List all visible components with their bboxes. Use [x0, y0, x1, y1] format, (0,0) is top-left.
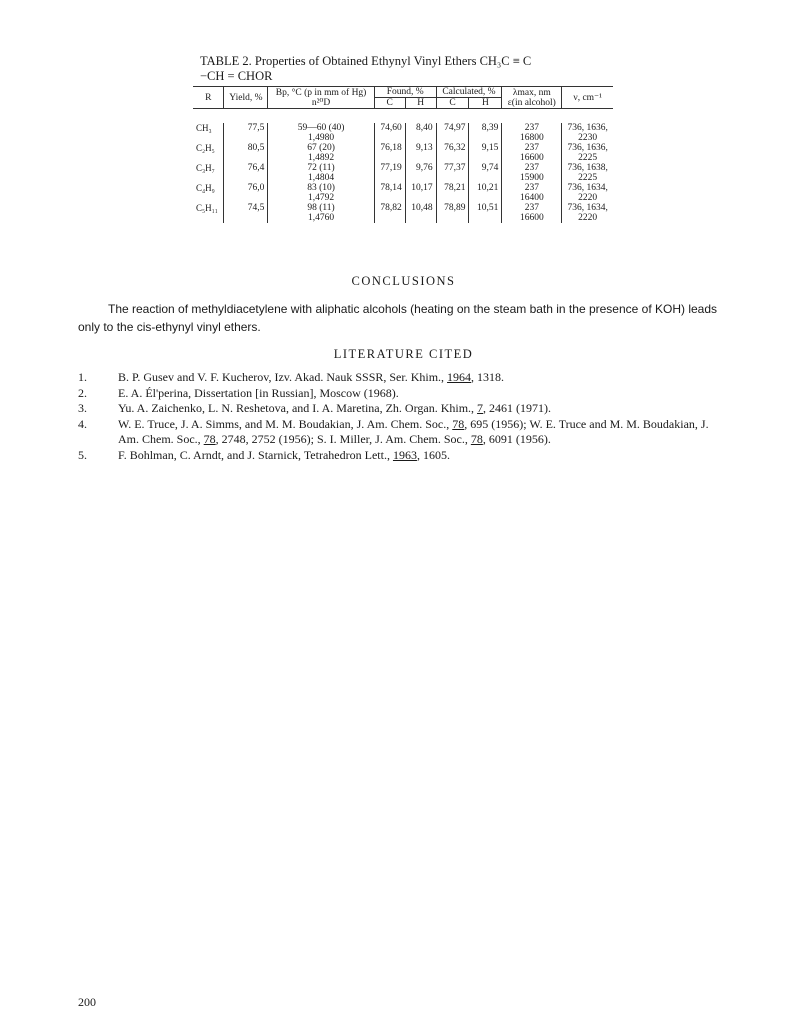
- table-row: [193, 163, 613, 183]
- cell-found-h: 9,13: [405, 143, 436, 163]
- cell-found-c: 78,14: [374, 183, 405, 203]
- cell-nu-line2: 2225: [578, 173, 598, 183]
- cell-r: C₂H₅: [196, 143, 215, 153]
- header-nd-label: n²⁰D: [311, 97, 331, 108]
- cell-nd-value: 1,4892: [307, 153, 335, 163]
- cell-calc-h: 10,51: [469, 203, 502, 223]
- cell-yield: 76,0: [224, 183, 268, 203]
- cell-calc-h: 10,21: [469, 183, 502, 203]
- cell-calc-h: 8,39: [469, 123, 502, 143]
- cell-calc-c: 78,89: [436, 203, 469, 223]
- header-calc-h: H: [469, 98, 502, 109]
- cell-calc-c: 77,37: [436, 163, 469, 183]
- cell-lambda: [502, 183, 562, 203]
- cell-found-h: 10,17: [405, 183, 436, 203]
- reference-number: 2.: [78, 385, 87, 400]
- cell-bp-value: 98 (11): [307, 203, 335, 213]
- reference-number: 5.: [78, 447, 87, 462]
- cell-nu-line1: 736, 1636,: [567, 143, 608, 153]
- reference-item: 3. Yu. A. Zaichenko, L. N. Reshetova, and I. A. Maretina, Zh. Organ. Khim., 7, 2461 (1971).: [78, 401, 552, 415]
- cell-nu: [562, 183, 613, 203]
- cell-bp: [268, 183, 374, 203]
- cell-epsilon-value: 16600: [519, 213, 544, 223]
- cell-yield: 76,4: [224, 163, 268, 183]
- cell-found-c: 76,18: [374, 143, 405, 163]
- cell-epsilon-value: 16400: [519, 193, 544, 203]
- cell-nu: [562, 203, 613, 223]
- cell-nd-value: 1,4804: [307, 173, 335, 183]
- header-found: Found, %: [374, 87, 436, 98]
- cell-bp: [268, 203, 374, 223]
- table-row: [193, 143, 613, 163]
- header-calc-c: C: [436, 98, 469, 109]
- cell-nu-line2: 2220: [578, 193, 598, 203]
- reference-item: 1. B. P. Gusev and V. F. Kucherov, Izv. Akad. Nauk SSSR, Ser. Khim., 1964, 1318.: [78, 370, 505, 384]
- reference-list: [78, 370, 718, 463]
- cell-yield: 80,5: [224, 143, 268, 163]
- cell-nu: [562, 123, 613, 143]
- cell-found-c: 77,19: [374, 163, 405, 183]
- cell-nu: [562, 163, 613, 183]
- reference-number: 4.: [78, 416, 87, 431]
- properties-table: [193, 86, 613, 266]
- cell-epsilon-value: 16800: [519, 133, 544, 143]
- header-lambda: [502, 87, 562, 109]
- cell-nu-line1: 736, 1634,: [567, 203, 608, 213]
- header-bp: [268, 87, 374, 109]
- cell-lambda-value: 237: [524, 163, 539, 173]
- table-caption-line2: −CH = CHOR: [200, 69, 273, 83]
- cell-bp-value: 83 (10): [307, 183, 335, 193]
- cell-found-c: 78,82: [374, 203, 405, 223]
- header-found-c: C: [374, 98, 405, 109]
- cell-found-h: 9,76: [405, 163, 436, 183]
- cell-bp-value: 67 (20): [307, 143, 335, 153]
- table-row: [193, 183, 613, 203]
- cell-nu-line2: 2230: [578, 133, 598, 143]
- cell-lambda: [502, 203, 562, 223]
- conclusions-paragraph: [78, 300, 728, 336]
- table-caption: [200, 54, 620, 84]
- conclusions-heading: CONCLUSIONS: [351, 274, 456, 288]
- cell-bp: [268, 143, 374, 163]
- header-r: R: [193, 87, 224, 109]
- cell-nu-line2: 2220: [578, 213, 598, 223]
- reference-item: 2. E. A. Él'perina, Dissertation [in Russian], Moscow (1968).: [78, 385, 399, 400]
- table-row: [193, 203, 613, 223]
- cell-r: C₅H₁₁: [196, 203, 218, 213]
- cell-yield: 77,5: [224, 123, 268, 143]
- header-nu: ν, cm⁻¹: [562, 87, 613, 109]
- cell-nd-value: 1,4980: [307, 133, 335, 143]
- header-bp-label: Bp, °C (p in mm of Hg): [275, 87, 367, 98]
- table-caption-line1: TABLE 2. Properties of Obtained Ethynyl Vinyl Ethers CH₃C ≡ C: [200, 54, 532, 68]
- cell-bp-value: 72 (11): [307, 163, 335, 173]
- cell-lambda-value: 237: [524, 183, 539, 193]
- cell-r: CH₃: [196, 123, 212, 133]
- header-found-h: H: [405, 98, 436, 109]
- cell-calc-c: 76,32: [436, 143, 469, 163]
- header-lambda-label: λmax, nm: [512, 87, 551, 98]
- cell-calc-c: 74,97: [436, 123, 469, 143]
- cell-bp: [268, 123, 374, 143]
- cell-epsilon-value: 15900: [519, 173, 544, 183]
- reference-item: 4. W. E. Truce, J. A. Simms, and M. M. Boudakian, J. Am. Chem. Soc., 78, 695 (1956); W. E. Truce and M. M. Boudakian, J. Am. Chem. Soc., 78, 2748, 2752 (1956); S. I. Miller, J. Am. Chem. Soc., 78, 6091 (1956).: [78, 416, 709, 446]
- header-calculated: Calculated, %: [436, 87, 502, 98]
- page-number: 200: [78, 995, 96, 1009]
- cell-lambda-value: 237: [524, 123, 539, 133]
- cell-lambda: [502, 143, 562, 163]
- cell-calc-h: 9,15: [469, 143, 502, 163]
- cell-epsilon-value: 16600: [519, 153, 544, 163]
- cell-nu-line2: 2225: [578, 153, 598, 163]
- cell-nu-line1: 736, 1638,: [567, 163, 608, 173]
- cell-calc-c: 78,21: [436, 183, 469, 203]
- table-row: [193, 123, 613, 143]
- cell-lambda: [502, 163, 562, 183]
- cell-bp-value: 59—60 (40): [297, 123, 345, 133]
- reference-number: 1.: [78, 370, 87, 384]
- header-epsilon-label: ε(in alcohol): [507, 97, 556, 108]
- cell-bp: [268, 163, 374, 183]
- cell-lambda-value: 237: [524, 203, 539, 213]
- cell-r: C₃H₇: [196, 163, 215, 173]
- cell-lambda: [502, 123, 562, 143]
- cell-nu: [562, 143, 613, 163]
- cell-found-c: 74,60: [374, 123, 405, 143]
- cell-nd-value: 1,4760: [307, 213, 335, 223]
- cell-nu-line1: 736, 1634,: [567, 183, 608, 193]
- reference-item: 5. F. Bohlman, C. Arndt, and J. Starnick, Tetrahedron Lett., 1963, 1605.: [78, 447, 450, 462]
- cell-found-h: 8,40: [405, 123, 436, 143]
- reference-number: 3.: [78, 401, 87, 415]
- cell-nd-value: 1,4792: [307, 193, 335, 203]
- cell-calc-h: 9,74: [469, 163, 502, 183]
- cell-found-h: 10,48: [405, 203, 436, 223]
- literature-heading: LITERATURE CITED: [333, 347, 474, 361]
- cell-lambda-value: 237: [524, 143, 539, 153]
- cell-yield: 74,5: [224, 203, 268, 223]
- header-yield: Yield, %: [224, 87, 268, 109]
- cell-nu-line1: 736, 1636,: [567, 123, 608, 133]
- conclusions-text: The reaction of methyldiacetylene with aliphatic alcohols (heating on the steam bath in the presence of KOH) leads only to the cis-ethynyl vinyl ethers.: [78, 302, 718, 334]
- cell-r: C₄H₉: [196, 183, 215, 193]
